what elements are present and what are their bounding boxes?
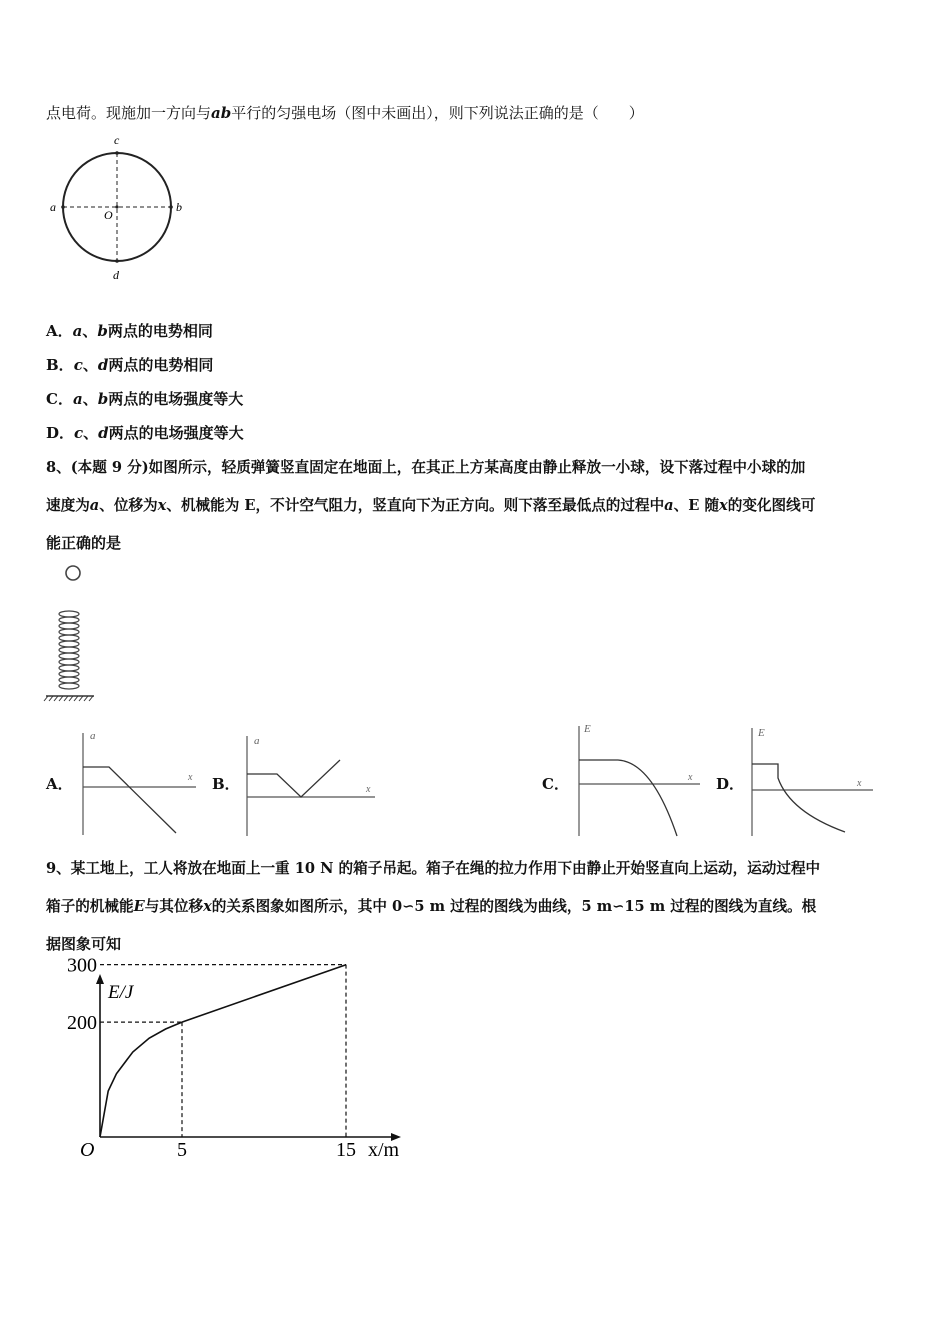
label-a: a	[50, 200, 56, 214]
label-c: c	[114, 133, 120, 147]
q8-stem-line3: 能正确的是	[46, 534, 122, 552]
q7-option-d	[46, 422, 244, 443]
x-label: x	[366, 784, 371, 795]
q8-graph-a-letter: A．	[46, 775, 73, 793]
q8-graph-d-letter: D．	[716, 775, 745, 793]
q7-stem-part1: 点电荷。现施加一方向与	[46, 104, 212, 122]
q9-stem-line3: 据图象可知	[46, 935, 122, 953]
text: 与其位移	[144, 898, 204, 915]
option-letter: B．	[46, 356, 74, 374]
option-point2: b	[97, 390, 109, 408]
var-a: a	[664, 497, 674, 514]
option-point2: b	[97, 322, 108, 340]
graph-curve	[579, 760, 677, 836]
y-label: E	[584, 723, 591, 735]
y-axis-arrow-icon	[96, 974, 104, 984]
option-point1: c	[73, 356, 83, 374]
option-point1: c	[74, 424, 84, 442]
text: 、E 随	[673, 497, 720, 514]
q8-spring-figure	[44, 562, 104, 707]
option-sep: 、	[82, 322, 98, 340]
option-text: 两点的电场强度等大	[108, 424, 244, 442]
option-sep: 、	[82, 356, 98, 374]
ball-icon	[66, 566, 80, 580]
guide-lines	[100, 965, 346, 1137]
series-line-1	[100, 1022, 182, 1137]
option-text: 两点的电势相同	[108, 356, 214, 374]
text: 速度为	[46, 497, 90, 514]
q8-graph-a	[76, 725, 206, 840]
y-tick-label: 200	[67, 1012, 97, 1035]
option-sep: 、	[83, 424, 99, 442]
graph-curve	[83, 767, 176, 833]
label-o: O	[104, 208, 113, 222]
option-sep: 、	[82, 390, 98, 408]
q7-stem	[46, 102, 644, 123]
x-label: x	[188, 772, 193, 783]
option-letter: D．	[46, 424, 75, 442]
option-text: 两点的电势相同	[107, 322, 213, 340]
var-x: x	[203, 898, 212, 915]
x-label: x	[688, 772, 693, 783]
option-point2: d	[98, 424, 109, 442]
origin-label: O	[80, 1139, 95, 1161]
var-x: x	[719, 497, 728, 514]
q8-stem-line2	[46, 494, 815, 515]
q8-graph-d	[745, 720, 880, 840]
q8-graph-c	[572, 718, 707, 840]
point-a	[61, 205, 65, 209]
q7-option-c	[46, 388, 243, 409]
q8-graph-c-letter: C．	[542, 775, 569, 793]
series-line-2	[182, 965, 346, 1022]
x-axis-label: x/m	[368, 1139, 400, 1161]
var-e: E	[133, 898, 145, 915]
q7-option-b	[46, 354, 213, 375]
graph-curve	[247, 760, 340, 797]
option-letter: A．	[46, 322, 73, 340]
text: 、位移为	[99, 497, 158, 514]
point-b	[169, 205, 173, 209]
text: 的变化图线可	[727, 497, 816, 514]
q8-stem-line1: 8、(本题 9 分)如图所示，轻质弹簧竖直固定在地面上，在其正上方某高度由静止释放一小球，设下落过程中小球的加	[46, 459, 806, 476]
q9-stem-line2	[46, 895, 816, 916]
q7-stem-part2: 平行的匀强电场（图中未画出），则下列说法正确的是（ ）	[231, 104, 644, 122]
series-group	[100, 965, 346, 1137]
text: 、机械能为 E，不计空气阻力，竖直向下为正方向。则下落至最低点的过程中	[166, 497, 665, 514]
point-d	[115, 259, 119, 263]
text: 的关系图象如图所示，其中 0∽5 m 过程的图线为曲线，5 m∽15 m 过程的图线为直线。根	[211, 898, 817, 915]
q8-graph-b-letter: B．	[212, 775, 240, 793]
point-c	[115, 151, 119, 155]
graph-curve	[752, 764, 845, 832]
text: 箱子的机械能	[46, 898, 134, 915]
y-label: a	[254, 735, 260, 747]
y-tick-label: 300	[67, 954, 97, 977]
q7-stem-ab: ab	[211, 104, 232, 122]
point-o	[115, 205, 118, 208]
y-axis-label: E/J	[108, 982, 134, 1003]
spring-icon	[59, 611, 79, 689]
label-d: d	[113, 268, 119, 282]
q7-option-a	[46, 320, 213, 341]
q8-graph-b	[240, 730, 380, 840]
option-text: 两点的电场强度等大	[108, 390, 244, 408]
x-tick-label: 5	[177, 1139, 187, 1161]
option-point2: d	[97, 356, 109, 374]
var-x: x	[157, 497, 167, 514]
option-point1: a	[72, 390, 83, 408]
option-point1: a	[72, 322, 83, 340]
y-label: E	[758, 727, 765, 739]
q7-circle-figure	[46, 132, 196, 282]
label-b: b	[176, 200, 182, 214]
var-a: a	[89, 497, 100, 514]
x-label: x	[857, 778, 862, 789]
q9-energy-chart	[0, 954, 440, 1180]
q9-stem-line1: 9、某工地上，工人将放在地面上一重 10 N 的箱子吊起。箱子在绳的拉力作用下由静止开始竖直向上运动，运动过程中	[46, 860, 821, 877]
x-tick-label: 15	[336, 1139, 356, 1161]
y-label: a	[90, 730, 96, 742]
option-letter: C．	[46, 390, 73, 408]
